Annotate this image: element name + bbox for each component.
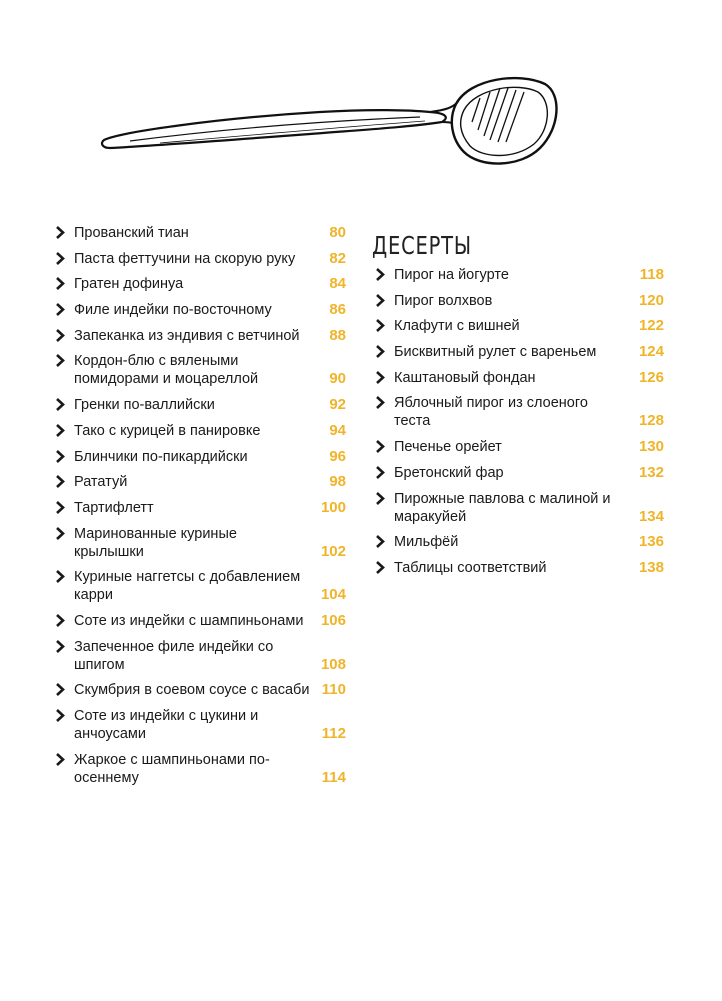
toc-entry-page: 122: [638, 317, 664, 335]
chevron-right-icon: [376, 319, 385, 332]
toc-entry[interactable]: [372, 438, 664, 456]
chevron-right-icon: [376, 466, 385, 479]
toc-entry[interactable]: [52, 568, 346, 604]
toc-entry[interactable]: [52, 448, 346, 466]
toc-entry-page: 126: [638, 368, 664, 386]
toc-entry[interactable]: [52, 250, 346, 268]
chevron-right-icon: [56, 398, 65, 411]
toc-entry[interactable]: [372, 292, 664, 310]
chevron-right-icon: [376, 535, 385, 548]
toc-entry[interactable]: [372, 464, 664, 482]
toc-entry-page: 118: [639, 266, 664, 283]
toc-entry-page: 108: [320, 655, 346, 673]
toc-entry-page: 100: [320, 498, 346, 516]
toc-entry[interactable]: [372, 559, 664, 577]
chevron-right-icon: [56, 475, 65, 488]
chevron-right-icon: [56, 450, 65, 463]
toc-entry-title: Жаркое с шампиньонами по-осеннему: [74, 751, 270, 786]
chevron-right-icon: [376, 371, 385, 384]
toc-entry-page: 92: [329, 396, 346, 414]
toc-entry-page: 88: [329, 326, 346, 344]
chevron-right-icon: [376, 561, 385, 574]
toc-entry-page: 134: [638, 507, 664, 525]
toc-entry-title: Тако с курицей в панировке: [74, 422, 261, 439]
toc-entry[interactable]: [52, 327, 346, 345]
toc-entry[interactable]: [52, 681, 346, 699]
chevron-right-icon: [376, 396, 385, 409]
toc-entry-title: Таблицы соответствий: [394, 559, 547, 576]
toc-entry-page: 98: [329, 473, 346, 491]
toc-entry[interactable]: [52, 751, 346, 787]
toc-entry-page: 94: [329, 421, 346, 439]
toc-list-right: [372, 266, 664, 577]
chevron-right-icon: [56, 226, 65, 239]
toc-entry[interactable]: [52, 352, 346, 388]
toc-entry-page: 90: [329, 370, 346, 388]
toc-entry-title: Скумбрия в соевом соусе с васаби: [74, 682, 310, 699]
toc-entry[interactable]: [372, 343, 664, 361]
toc-entry[interactable]: [52, 473, 346, 491]
chevron-right-icon: [56, 683, 65, 696]
toc-entry-page: 132: [638, 463, 664, 481]
toc-entry[interactable]: [372, 490, 664, 526]
toc-entry-title: Каштановый фондан: [394, 369, 536, 386]
toc-entry[interactable]: [372, 266, 664, 284]
toc-entry[interactable]: [52, 396, 346, 414]
chevron-right-icon: [376, 345, 385, 358]
toc-entry-page: 128: [638, 412, 664, 430]
toc-entry-page: 80: [329, 224, 346, 241]
toc-entry-title: Пирог волхвов: [394, 292, 493, 309]
toc-entry-title: Бретонский фар: [394, 464, 504, 481]
chevron-right-icon: [56, 329, 65, 342]
toc-entry-title: Куриные наггетсы с добавлением карри: [74, 569, 301, 604]
toc-entry[interactable]: [372, 533, 664, 551]
toc-entry-title: Гратен дофинуа: [74, 276, 184, 293]
toc-entry-page: 120: [638, 291, 664, 309]
toc-entry-page: 96: [329, 447, 346, 465]
toc-entry-page: 124: [638, 343, 664, 361]
toc-entry[interactable]: [52, 638, 346, 674]
toc-column-left: [52, 224, 346, 794]
toc-entry[interactable]: [372, 394, 664, 430]
toc-entry-title: Пирог на йогурте: [394, 267, 509, 283]
toc-entry-title: Гренки по-валлийски: [74, 397, 215, 414]
chevron-right-icon: [56, 570, 65, 583]
toc-entry[interactable]: [372, 317, 664, 335]
toc-entry[interactable]: [52, 224, 346, 242]
section-title-desserts: ДЕСЕРТЫ: [372, 231, 472, 260]
toc-entry-page: 86: [329, 301, 346, 319]
toc-entry-title: Клафути с вишней: [394, 318, 520, 335]
toc-entry-title: Филе индейки по-восточному: [74, 302, 272, 319]
toc-entry[interactable]: [52, 499, 346, 517]
chevron-right-icon: [56, 527, 65, 540]
chevron-right-icon: [56, 709, 65, 722]
toc-entry-title: Соте из индейки с шампиньонами: [74, 612, 304, 629]
chevron-right-icon: [376, 294, 385, 307]
chevron-right-icon: [56, 277, 65, 290]
toc-entry-page: 114: [321, 768, 346, 786]
toc-entry[interactable]: [52, 422, 346, 440]
chevron-right-icon: [56, 303, 65, 316]
toc-entry-title: Соте из индейки с цукини и анчоусами: [74, 708, 259, 742]
toc-entry[interactable]: [52, 525, 346, 561]
toc-entry-page: 102: [320, 542, 346, 560]
toc-entry-title: Прованский тиан: [74, 225, 189, 241]
chevron-right-icon: [376, 440, 385, 453]
toc-entry-page: 84: [329, 275, 346, 293]
toc-entry[interactable]: [372, 369, 664, 387]
toc-entry-title: Запеченное филе индейки со шпигом: [74, 638, 274, 673]
chevron-right-icon: [56, 252, 65, 265]
toc-column-right: [372, 228, 664, 585]
toc-entry-title: Кордон-блю с вялеными помидорами и моцареллой: [74, 353, 259, 388]
toc-entry-title: Запеканка из эндивия с ветчиной: [74, 327, 300, 344]
toc-entry[interactable]: [52, 301, 346, 319]
toc-entry-title: Рататуй: [74, 474, 128, 491]
spoon-illustration: [100, 70, 560, 180]
toc-entry-page: 106: [320, 611, 346, 629]
toc-entry-page: 110: [321, 681, 346, 699]
chevron-right-icon: [56, 354, 65, 367]
toc-entry-title: Тартифлетт: [74, 499, 154, 516]
toc-entry[interactable]: [52, 275, 346, 293]
chevron-right-icon: [56, 753, 65, 766]
toc-entry-title: Блинчики по-пикардийски: [74, 448, 248, 465]
toc-entry-title: Мильфёй: [394, 534, 459, 551]
chevron-right-icon: [56, 614, 65, 627]
toc-entry-page: 130: [638, 438, 664, 456]
toc-entry-page: 104: [320, 586, 346, 604]
toc-entry[interactable]: [52, 707, 346, 743]
toc-entry-page: 82: [329, 249, 346, 267]
toc-entry[interactable]: [52, 612, 346, 630]
toc-entry-title: Маринованные куриные крылышки: [74, 525, 237, 560]
toc-entry-title: Пирожные павлова с малиной и маракуйей: [394, 490, 611, 525]
toc-entry-title: Печенье орейет: [394, 439, 502, 456]
toc-entry-page: 136: [638, 533, 664, 551]
chevron-right-icon: [56, 424, 65, 437]
toc-entry-page: 112: [321, 725, 346, 742]
toc-entry-title: Яблочный пирог из слоеного теста: [394, 395, 588, 430]
toc-entry-title: Бисквитный рулет с вареньем: [394, 344, 597, 361]
toc-list-left: [52, 224, 346, 787]
chevron-right-icon: [376, 492, 385, 505]
toc-entry-title: Паста феттучини на скорую руку: [74, 250, 296, 267]
toc-entry-page: 138: [638, 558, 664, 576]
chevron-right-icon: [56, 501, 65, 514]
chevron-right-icon: [56, 640, 65, 653]
chevron-right-icon: [376, 268, 385, 281]
